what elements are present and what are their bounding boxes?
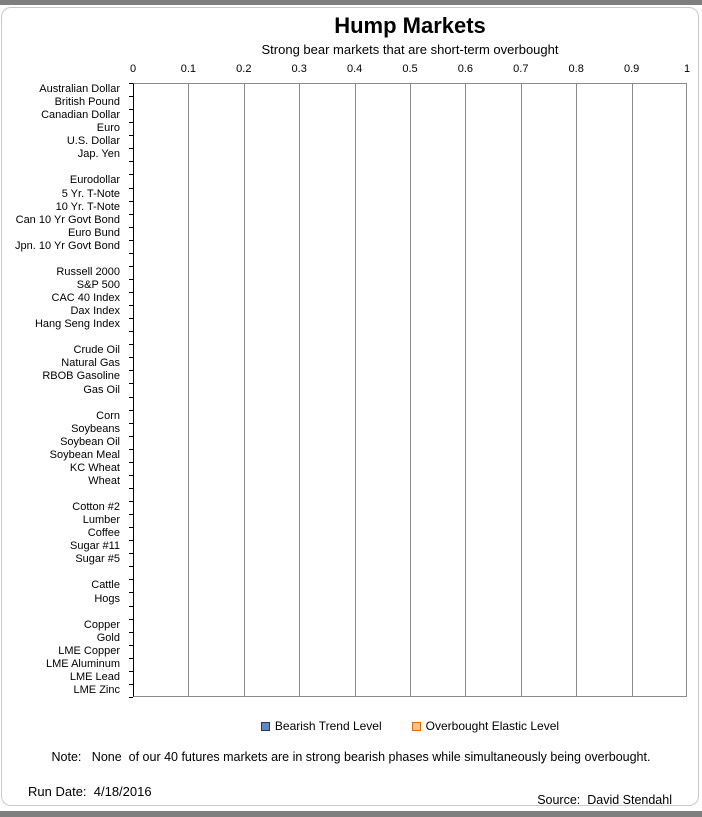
category-gap bbox=[0, 331, 127, 344]
vertical-gridline bbox=[576, 84, 577, 696]
window-edge-top bbox=[0, 0, 702, 5]
category-label: Soybeans bbox=[71, 422, 120, 435]
category-label: LME Lead bbox=[69, 670, 120, 683]
category-tick bbox=[129, 619, 133, 620]
x-axis-tick-label: 0.5 bbox=[402, 63, 418, 75]
category-label: LME Aluminum bbox=[46, 657, 120, 670]
category-label: LME Copper bbox=[58, 644, 120, 657]
category-label: Sugar #11 bbox=[70, 540, 120, 553]
category-tick bbox=[129, 566, 133, 567]
x-axis-tick-label: 0.1 bbox=[180, 63, 197, 75]
category-label: Soybean Oil bbox=[60, 435, 120, 448]
vertical-gridline bbox=[465, 84, 466, 696]
category-label: Coffee bbox=[87, 527, 120, 540]
legend-item bbox=[412, 719, 559, 733]
category-label: Eurodollar bbox=[69, 174, 120, 187]
category-tick bbox=[129, 292, 133, 293]
x-axis-tick-label: 0.6 bbox=[457, 63, 474, 75]
vertical-gridline bbox=[299, 84, 300, 696]
category-tick bbox=[129, 671, 133, 672]
category-tick bbox=[129, 501, 133, 502]
legend-swatch-icon bbox=[261, 722, 270, 731]
legend-label: Overbought Elastic Level bbox=[425, 719, 560, 733]
category-label: Soybean Meal bbox=[49, 448, 120, 461]
category-tick bbox=[129, 214, 133, 215]
note-text: Note: None of our 40 futures markets are in strong bearish phases while simultaneously being overbought. bbox=[51, 750, 651, 764]
legend-swatch-icon bbox=[412, 722, 421, 731]
category-label: RBOB Gasoline bbox=[42, 370, 120, 383]
category-tick bbox=[129, 161, 133, 162]
source-label: Source: David Stendahl bbox=[537, 793, 672, 807]
category-label: S&P 500 bbox=[76, 278, 120, 291]
category-label: Sugar #5 bbox=[75, 553, 120, 566]
chart-title: Hump Markets bbox=[334, 13, 486, 38]
category-label: Jpn. 10 Yr Govt Bond bbox=[15, 239, 120, 252]
vertical-gridline bbox=[632, 84, 633, 696]
category-tick bbox=[129, 148, 133, 149]
category-tick bbox=[129, 410, 133, 411]
category-gap bbox=[0, 606, 127, 619]
category-tick bbox=[129, 658, 133, 659]
vertical-gridline bbox=[244, 84, 245, 696]
category-tick bbox=[129, 83, 133, 84]
category-label: Crude Oil bbox=[73, 344, 120, 357]
category-gap bbox=[0, 161, 127, 174]
category-tick bbox=[129, 383, 133, 384]
category-tick bbox=[129, 279, 133, 280]
category-tick bbox=[129, 697, 133, 698]
category-label: Cotton #2 bbox=[72, 501, 120, 514]
category-label: Jap. Yen bbox=[77, 148, 120, 161]
legend-label: Bearish Trend Level bbox=[274, 719, 382, 733]
category-tick bbox=[129, 240, 133, 241]
category-label: Hang Seng Index bbox=[34, 318, 120, 331]
category-gap bbox=[0, 397, 127, 410]
plot-area bbox=[133, 83, 687, 697]
chart-legend bbox=[133, 719, 687, 733]
category-tick bbox=[129, 462, 133, 463]
category-tick bbox=[129, 370, 133, 371]
category-tick bbox=[129, 527, 133, 528]
vertical-gridline bbox=[355, 84, 356, 696]
category-label: KC Wheat bbox=[69, 461, 120, 474]
x-axis-tick-label: 0.4 bbox=[346, 63, 363, 75]
x-axis-tick-labels bbox=[129, 63, 691, 78]
x-axis-tick-label: 1 bbox=[683, 63, 691, 75]
category-tick bbox=[129, 201, 133, 202]
category-tick bbox=[129, 135, 133, 136]
category-tick bbox=[129, 553, 133, 554]
category-tick bbox=[129, 632, 133, 633]
category-label: Gas Oil bbox=[83, 383, 120, 396]
category-label: CAC 40 Index bbox=[51, 292, 120, 305]
x-axis-tick-label: 0.3 bbox=[291, 63, 307, 75]
category-gap bbox=[0, 566, 127, 579]
category-label: U.S. Dollar bbox=[66, 135, 120, 148]
x-axis-tick-label: 0.7 bbox=[513, 63, 529, 75]
vertical-gridline bbox=[410, 84, 411, 696]
x-axis-tick-label: 0.9 bbox=[623, 63, 640, 75]
chart-subtitle: Strong bear markets that are short-term overbought bbox=[261, 42, 559, 57]
category-tick bbox=[129, 227, 133, 228]
category-label: Euro bbox=[96, 122, 120, 135]
category-label: Copper bbox=[83, 618, 120, 631]
category-tick bbox=[129, 475, 133, 476]
window-edge-bottom bbox=[0, 811, 702, 817]
category-gap bbox=[0, 488, 127, 501]
category-label: Australian Dollar bbox=[39, 83, 120, 96]
category-label: Euro Bund bbox=[68, 226, 120, 239]
category-tick bbox=[129, 318, 133, 319]
category-tick bbox=[129, 540, 133, 541]
category-label: 5 Yr. T-Note bbox=[61, 187, 120, 200]
category-tick bbox=[129, 514, 133, 515]
category-tick bbox=[129, 645, 133, 646]
x-axis-tick-label: 0 bbox=[129, 63, 137, 75]
category-tick bbox=[129, 423, 133, 424]
run-date-label: Run Date: 4/18/2016 bbox=[28, 784, 152, 799]
category-tick bbox=[129, 436, 133, 437]
category-tick bbox=[129, 449, 133, 450]
category-tick bbox=[129, 397, 133, 398]
vertical-gridline bbox=[521, 84, 522, 696]
category-label: LME Zinc bbox=[73, 683, 120, 696]
category-label: Gold bbox=[96, 631, 120, 644]
category-label: Cattle bbox=[91, 579, 120, 592]
category-label: Natural Gas bbox=[61, 357, 120, 370]
category-tick bbox=[129, 592, 133, 593]
category-tick bbox=[129, 253, 133, 254]
category-label: Corn bbox=[96, 409, 120, 422]
category-tick bbox=[129, 344, 133, 345]
x-axis-tick-label: 0.8 bbox=[568, 63, 584, 75]
category-label: Wheat bbox=[88, 474, 120, 487]
category-label: Hogs bbox=[94, 592, 120, 605]
category-label: British Pound bbox=[54, 96, 120, 109]
category-tick bbox=[129, 305, 133, 306]
category-label: 10 Yr. T-Note bbox=[55, 200, 120, 213]
legend-item bbox=[261, 719, 382, 733]
x-axis-tick-label: 0.2 bbox=[236, 63, 252, 75]
category-tick bbox=[129, 188, 133, 189]
category-tick bbox=[129, 109, 133, 110]
category-tick bbox=[129, 488, 133, 489]
category-tick bbox=[129, 174, 133, 175]
category-tick bbox=[129, 331, 133, 332]
category-tick bbox=[129, 96, 133, 97]
vertical-gridline bbox=[188, 84, 189, 696]
category-gap bbox=[0, 253, 127, 266]
category-tick bbox=[129, 684, 133, 685]
category-tick bbox=[129, 266, 133, 267]
category-tick bbox=[129, 579, 133, 580]
category-tick bbox=[129, 122, 133, 123]
category-tick bbox=[129, 606, 133, 607]
category-label: Canadian Dollar bbox=[41, 109, 120, 122]
category-label: Can 10 Yr Govt Bond bbox=[15, 213, 120, 226]
category-tick bbox=[129, 357, 133, 358]
category-label: Lumber bbox=[82, 514, 120, 527]
category-label: Russell 2000 bbox=[56, 265, 120, 278]
category-label: Dax Index bbox=[70, 305, 120, 318]
